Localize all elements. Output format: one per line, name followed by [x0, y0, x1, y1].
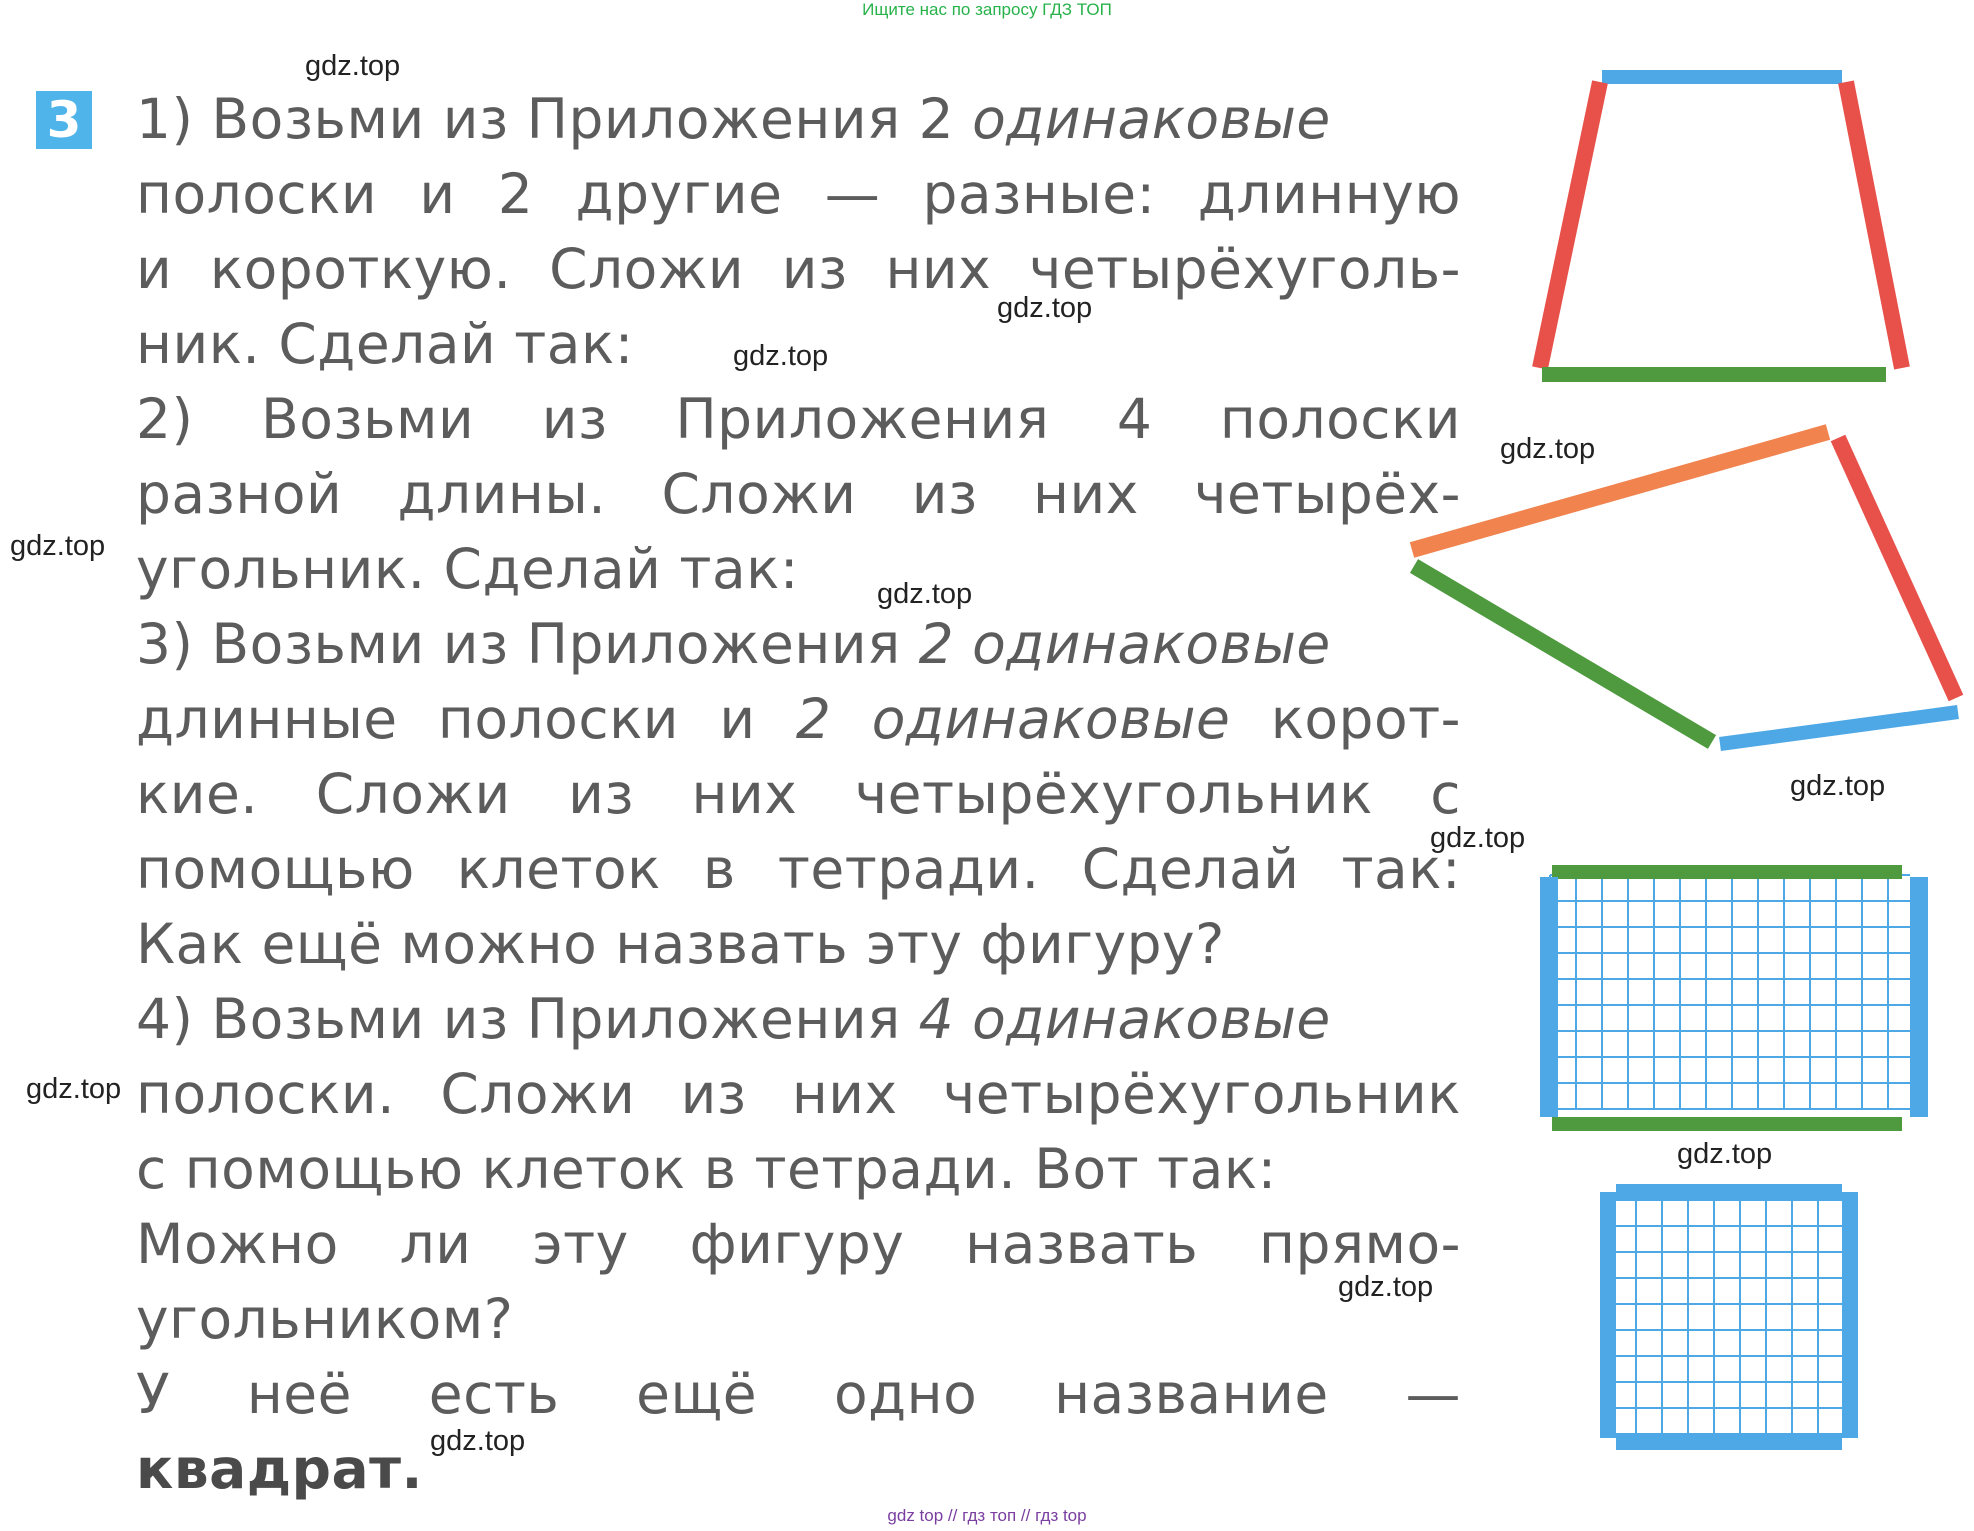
text-segment: 1) Возьми из Приложения 2: [136, 87, 973, 151]
watermark: gdz.top: [305, 50, 401, 82]
text-segment-italic: 2 одинаковые: [795, 687, 1231, 751]
figure-irregular-quadrilateral: [1400, 420, 1974, 760]
watermark: gdz.top: [1790, 770, 1886, 802]
text-line-9: [136, 682, 1461, 757]
text-line-7: угольник. Сделай так:: [136, 537, 799, 601]
text-segment: длинные полоски и: [136, 687, 796, 751]
text-line-3: и короткую. Сложи из них четырёхуголь-: [136, 237, 1461, 301]
strip-bottom-green: [1552, 1117, 1902, 1131]
strip-right-red: [1838, 438, 1956, 698]
strip-left-blue: [1600, 1192, 1616, 1438]
watermark: gdz.top: [10, 530, 106, 562]
watermark: gdz.top: [997, 292, 1093, 324]
figure-rectangle-grid: [1530, 855, 1950, 1135]
text-line-17: угольником?: [136, 1287, 514, 1351]
text-line-1: [136, 82, 1461, 157]
text-line-13: [136, 982, 1461, 1057]
watermark: gdz.top: [430, 1425, 526, 1457]
task-number-badge: 3: [36, 91, 92, 149]
strip-top-orange: [1412, 432, 1828, 550]
figure-trapezoid: [1520, 60, 1920, 390]
strip-left-blue: [1540, 877, 1558, 1117]
text-segment-italic: 4 одинаковые: [918, 987, 1331, 1051]
strip-left-red: [1540, 82, 1600, 368]
strip-bottom-blue: [1616, 1434, 1842, 1450]
text-line-14: полоски. Сложи из них четырёхугольник: [136, 1062, 1461, 1126]
text-line-4: ник. Сделай так:: [136, 312, 634, 376]
text-line-10: кие. Сложи из них четырёхугольник с: [136, 762, 1461, 826]
text-line-18: У неё есть ещё одно название —: [136, 1362, 1461, 1426]
task-text: [136, 82, 1461, 1507]
watermark: gdz.top: [26, 1073, 122, 1105]
strip-right-red: [1846, 82, 1902, 368]
strip-bottom-blue: [1720, 712, 1958, 744]
text-segment: корот-: [1230, 687, 1462, 751]
strip-top-blue: [1602, 70, 1842, 84]
text-segment-italic: одинаковые: [972, 87, 1331, 151]
footer-links[interactable]: gdz top // гдз топ // гдз top: [887, 1506, 1087, 1525]
text-segment: 3) Возьми из Приложения: [136, 612, 919, 676]
text-line-8: [136, 607, 1461, 682]
text-line-2: полоски и 2 другие — разные: длинную: [136, 162, 1461, 226]
text-line-6: разной длины. Сложи из них четырёх-: [136, 462, 1461, 526]
watermark: gdz.top: [1677, 1138, 1773, 1170]
top-banner[interactable]: Ищите нас по запросу ГДЗ ТОП: [862, 0, 1112, 19]
final-word: квадрат.: [136, 1437, 423, 1501]
strip-top-blue: [1616, 1184, 1842, 1200]
text-line-11: помощью клеток в тетради. Сделай так:: [136, 837, 1461, 901]
text-segment: 4) Возьми из Приложения: [136, 987, 919, 1051]
text-line-15: с помощью клеток в тетради. Вот так:: [136, 1137, 1277, 1201]
strip-left-green: [1414, 566, 1712, 742]
text-segment-italic: 2 одинаковые: [918, 612, 1331, 676]
watermark: gdz.top: [1338, 1271, 1434, 1303]
strip-right-blue: [1842, 1192, 1858, 1438]
text-line-12: Как ещё можно назвать эту фигуру?: [136, 912, 1225, 976]
text-line-16: Можно ли эту фигуру назвать прямо-: [136, 1212, 1461, 1276]
watermark: gdz.top: [1430, 822, 1526, 854]
text-line-5: 2) Возьми из Приложения 4 полоски: [136, 387, 1461, 451]
figure-square-grid: [1588, 1180, 1878, 1460]
watermark: gdz.top: [733, 340, 829, 372]
strip-top-green: [1552, 865, 1902, 879]
strip-right-blue: [1910, 877, 1928, 1117]
watermark: gdz.top: [1500, 433, 1596, 465]
watermark: gdz.top: [877, 578, 973, 610]
grid-lines: [1550, 875, 1910, 1109]
grid-lines: [1610, 1200, 1848, 1434]
strip-bottom-green: [1542, 367, 1886, 382]
